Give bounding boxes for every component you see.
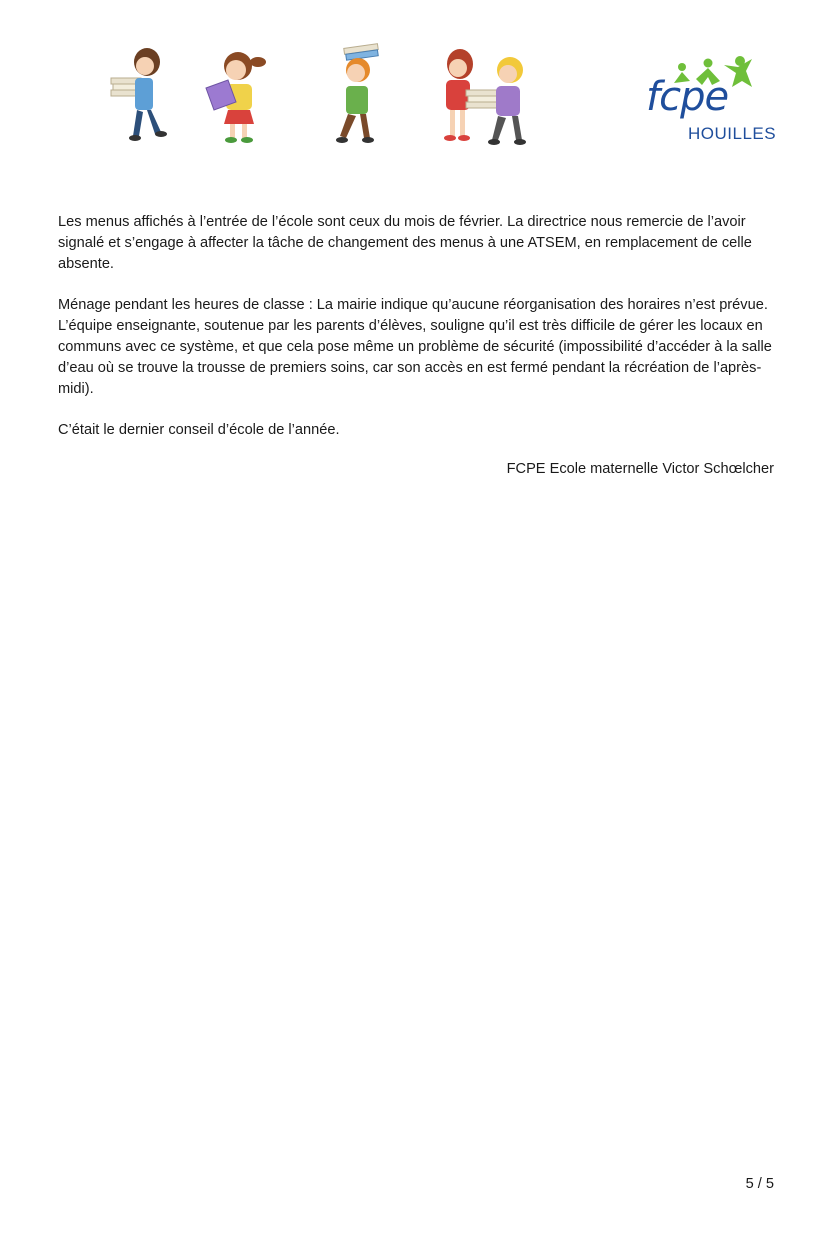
kids-carrying-books-together-icon [428, 40, 533, 152]
paragraph-menus: Les menus affichés à l’entrée de l’école sont ceux du mois de février. La directrice nous remercie de l’avoir signalé et s’engage à affecter la tâche de changement des menus à une ATSEM, en remplacement de celle absente. [58, 214, 752, 272]
kid-with-books-2-icon [200, 40, 275, 150]
paragraph-menage: Ménage pendant les heures de classe : La mairie indique qu’aucune réorganisation des horaires n’est prévue. L’équipe enseignante, soutenue par les parents d’élèves, souligne qu’il est très difficile de gérer les locaux en communs avec ce système, et que cela pose même un problème de sécurité (impossibilité d’accéder à la salle d’eau où se trouve la trousse de premiers soins, car son accès en est fermé pendant la récréation de l’après-midi). [58, 297, 772, 397]
kid-with-books-1-icon [105, 40, 175, 150]
page-number: 5 / 5 [745, 1176, 774, 1192]
kid-with-books-3-icon [322, 40, 392, 150]
fcpe-houilles-logo [640, 55, 780, 155]
document-body [58, 212, 778, 462]
header-illustration [0, 0, 830, 160]
logo-city-text: HOUILLES [688, 124, 777, 143]
logo-brand-text: fcpe [646, 74, 729, 120]
paragraph-conclusion: C’était le dernier conseil d’école de l’année. [58, 422, 340, 439]
signature: FCPE Ecole maternelle Victor Schœlcher [506, 461, 774, 477]
